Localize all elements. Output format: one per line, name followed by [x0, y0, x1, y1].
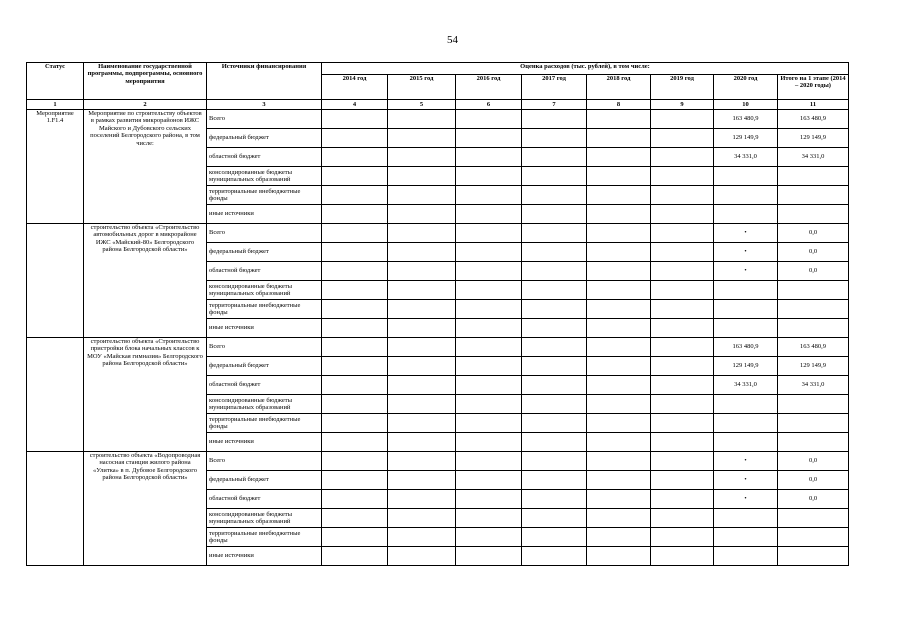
value-total: 129 149,9 — [778, 129, 849, 148]
year-cell — [587, 262, 651, 281]
year-cell — [651, 452, 714, 471]
year-cell — [322, 300, 388, 319]
row-source: Всего — [207, 110, 322, 129]
value-total — [778, 414, 849, 433]
value-total: 0,0 — [778, 224, 849, 243]
year-cell — [388, 319, 456, 338]
value-total — [778, 281, 849, 300]
year-cell — [456, 452, 522, 471]
year-cell — [388, 300, 456, 319]
year-cell — [587, 509, 651, 528]
year-cell — [651, 243, 714, 262]
year-cell — [388, 433, 456, 452]
year-cell — [522, 452, 587, 471]
year-cell — [388, 528, 456, 547]
year-cell — [456, 186, 522, 205]
year-cell — [388, 395, 456, 414]
year-cell — [388, 281, 456, 300]
year-cell — [322, 376, 388, 395]
header-status: Статус — [27, 63, 84, 100]
year-cell — [651, 547, 714, 566]
year-cell — [388, 224, 456, 243]
row-source: территориальные внебюджетные фонды — [207, 528, 322, 547]
value-total: 0,0 — [778, 490, 849, 509]
header-name: Наименование государственной программы, подпрограммы, основного мероприятия — [84, 63, 207, 100]
page-number: 54 — [447, 34, 458, 46]
value-2020: 34 331,0 — [714, 148, 778, 167]
year-cell — [651, 490, 714, 509]
budget-table — [26, 62, 849, 566]
row-status — [27, 224, 84, 338]
year-cell — [456, 148, 522, 167]
year-cell — [651, 338, 714, 357]
year-cell — [456, 376, 522, 395]
year-cell — [522, 376, 587, 395]
year-cell — [587, 452, 651, 471]
year-cell — [651, 110, 714, 129]
header-estimate: Оценка расходов (тыс. рублей), в том числе: — [322, 63, 849, 75]
year-cell — [587, 471, 651, 490]
year-cell — [587, 414, 651, 433]
value-2020 — [714, 395, 778, 414]
year-cell — [587, 357, 651, 376]
year-cell — [587, 110, 651, 129]
year-cell — [522, 205, 587, 224]
row-source: Всего — [207, 224, 322, 243]
row-source: консолидированные бюджеты муниципальных образований — [207, 281, 322, 300]
year-cell — [587, 376, 651, 395]
value-2020 — [714, 281, 778, 300]
year-cell — [522, 490, 587, 509]
year-cell — [456, 414, 522, 433]
table-row — [27, 224, 849, 243]
year-cell — [322, 167, 388, 186]
year-cell — [322, 129, 388, 148]
year-cell — [651, 148, 714, 167]
header-total: Итого на 1 этапе (2014 – 2020 годы) — [778, 75, 849, 100]
table-row — [27, 110, 849, 129]
year-cell — [322, 205, 388, 224]
year-cell — [522, 433, 587, 452]
row-source: федеральный бюджет — [207, 129, 322, 148]
year-cell — [456, 528, 522, 547]
year-cell — [651, 224, 714, 243]
year-cell — [456, 490, 522, 509]
year-cell — [322, 148, 388, 167]
row-status: Мероприятие 1.F1.4 — [27, 110, 84, 224]
header-year: 2019 год — [651, 75, 714, 100]
year-cell — [456, 129, 522, 148]
column-number: 10 — [714, 100, 778, 110]
value-2020: • — [714, 490, 778, 509]
year-cell — [587, 148, 651, 167]
row-status — [27, 452, 84, 566]
value-2020: 163 480,9 — [714, 338, 778, 357]
column-number: 6 — [456, 100, 522, 110]
value-total: 34 331,0 — [778, 148, 849, 167]
row-name: строительство объекта «Строительство автомобильных дорог в микрорайоне ИЖС «Майский-80» Белгородского района Белгородской области» — [84, 224, 207, 338]
year-cell — [456, 338, 522, 357]
row-source: консолидированные бюджеты муниципальных образований — [207, 509, 322, 528]
year-cell — [522, 395, 587, 414]
year-cell — [587, 205, 651, 224]
year-cell — [456, 281, 522, 300]
year-cell — [322, 357, 388, 376]
value-total — [778, 528, 849, 547]
column-number: 2 — [84, 100, 207, 110]
year-cell — [651, 262, 714, 281]
value-total: 129 149,9 — [778, 357, 849, 376]
year-cell — [522, 357, 587, 376]
year-cell — [388, 186, 456, 205]
year-cell — [388, 547, 456, 566]
column-numbers-row — [27, 100, 849, 110]
year-cell — [456, 110, 522, 129]
value-2020 — [714, 319, 778, 338]
value-total: 163 480,9 — [778, 110, 849, 129]
year-cell — [651, 319, 714, 338]
value-2020: • — [714, 224, 778, 243]
year-cell — [651, 376, 714, 395]
value-2020 — [714, 414, 778, 433]
value-2020 — [714, 433, 778, 452]
value-2020 — [714, 300, 778, 319]
header-year: 2017 год — [522, 75, 587, 100]
value-2020 — [714, 205, 778, 224]
year-cell — [322, 110, 388, 129]
column-number: 8 — [587, 100, 651, 110]
table-row — [27, 338, 849, 357]
value-total — [778, 547, 849, 566]
row-name: Мероприятие по строительству объектов в рамках развития микрорайонов ИЖС Майского и Дубовского сельских поселений Белгородского района, в том числе: — [84, 110, 207, 224]
row-source: территориальные внебюджетные фонды — [207, 300, 322, 319]
year-cell — [587, 224, 651, 243]
year-cell — [388, 490, 456, 509]
column-number: 9 — [651, 100, 714, 110]
year-cell — [322, 471, 388, 490]
year-cell — [456, 167, 522, 186]
year-cell — [322, 224, 388, 243]
year-cell — [587, 490, 651, 509]
header-year: 2018 год — [587, 75, 651, 100]
value-total — [778, 186, 849, 205]
year-cell — [522, 110, 587, 129]
value-total: 0,0 — [778, 452, 849, 471]
row-source: областной бюджет — [207, 148, 322, 167]
table-body — [27, 110, 849, 566]
row-source: федеральный бюджет — [207, 357, 322, 376]
year-cell — [522, 148, 587, 167]
year-cell — [322, 414, 388, 433]
year-cell — [522, 528, 587, 547]
row-source: иные источники — [207, 319, 322, 338]
year-cell — [651, 414, 714, 433]
row-source: областной бюджет — [207, 490, 322, 509]
year-cell — [388, 205, 456, 224]
column-number: 5 — [388, 100, 456, 110]
row-source: территориальные внебюджетные фонды — [207, 186, 322, 205]
row-source: консолидированные бюджеты муниципальных образований — [207, 167, 322, 186]
year-cell — [322, 338, 388, 357]
year-cell — [587, 338, 651, 357]
column-number: 11 — [778, 100, 849, 110]
year-cell — [522, 300, 587, 319]
year-cell — [522, 129, 587, 148]
year-cell — [322, 319, 388, 338]
year-cell — [456, 300, 522, 319]
year-cell — [388, 357, 456, 376]
year-cell — [388, 243, 456, 262]
year-cell — [456, 319, 522, 338]
year-cell — [322, 243, 388, 262]
year-cell — [651, 509, 714, 528]
value-total — [778, 433, 849, 452]
column-number: 3 — [207, 100, 322, 110]
year-cell — [388, 452, 456, 471]
year-cell — [651, 357, 714, 376]
header-year: 2016 год — [456, 75, 522, 100]
table-row — [27, 452, 849, 471]
value-2020: • — [714, 243, 778, 262]
value-total: 0,0 — [778, 243, 849, 262]
year-cell — [322, 433, 388, 452]
row-source: Всего — [207, 452, 322, 471]
year-cell — [522, 186, 587, 205]
column-number: 1 — [27, 100, 84, 110]
value-2020 — [714, 547, 778, 566]
year-cell — [322, 395, 388, 414]
year-cell — [522, 471, 587, 490]
value-2020: 34 331,0 — [714, 376, 778, 395]
value-2020: • — [714, 262, 778, 281]
year-cell — [651, 129, 714, 148]
header-source: Источники финансирования — [207, 63, 322, 100]
row-name: строительство объекта «Водопроводная насосная станция жилого района «Улитка» в п. Дубовое Белгородского района Белгородской области» — [84, 452, 207, 566]
year-cell — [322, 262, 388, 281]
year-cell — [456, 224, 522, 243]
row-source: консолидированные бюджеты муниципальных образований — [207, 395, 322, 414]
year-cell — [456, 262, 522, 281]
year-cell — [587, 547, 651, 566]
year-cell — [456, 243, 522, 262]
value-2020: • — [714, 452, 778, 471]
year-cell — [651, 433, 714, 452]
year-cell — [587, 433, 651, 452]
value-total — [778, 205, 849, 224]
value-total: 163 480,9 — [778, 338, 849, 357]
value-total: 34 331,0 — [778, 376, 849, 395]
year-cell — [388, 110, 456, 129]
year-cell — [456, 395, 522, 414]
year-cell — [322, 452, 388, 471]
year-cell — [522, 262, 587, 281]
year-cell — [388, 376, 456, 395]
header-year: 2015 год — [388, 75, 456, 100]
column-number: 7 — [522, 100, 587, 110]
year-cell — [388, 167, 456, 186]
value-2020 — [714, 528, 778, 547]
value-2020 — [714, 167, 778, 186]
year-cell — [522, 224, 587, 243]
row-source: иные источники — [207, 433, 322, 452]
row-source: иные источники — [207, 547, 322, 566]
header-year: 2014 год — [322, 75, 388, 100]
year-cell — [651, 281, 714, 300]
year-cell — [388, 129, 456, 148]
year-cell — [522, 243, 587, 262]
value-total — [778, 300, 849, 319]
year-cell — [322, 509, 388, 528]
row-source: федеральный бюджет — [207, 471, 322, 490]
year-cell — [388, 148, 456, 167]
year-cell — [651, 300, 714, 319]
row-source: областной бюджет — [207, 376, 322, 395]
row-source: областной бюджет — [207, 262, 322, 281]
year-cell — [322, 528, 388, 547]
year-cell — [388, 414, 456, 433]
year-cell — [587, 395, 651, 414]
value-total — [778, 395, 849, 414]
year-cell — [456, 205, 522, 224]
row-status — [27, 338, 84, 452]
year-cell — [456, 357, 522, 376]
value-total — [778, 167, 849, 186]
row-source: иные источники — [207, 205, 322, 224]
year-cell — [587, 319, 651, 338]
year-cell — [587, 300, 651, 319]
year-cell — [587, 129, 651, 148]
row-name: строительство объекта «Строительство пристройки блока начальных классов к МОУ «Майская гимназия» Белгородского района Белгородской области» — [84, 338, 207, 452]
value-total: 0,0 — [778, 262, 849, 281]
year-cell — [322, 490, 388, 509]
year-cell — [522, 167, 587, 186]
value-2020: • — [714, 471, 778, 490]
year-cell — [456, 547, 522, 566]
year-cell — [522, 319, 587, 338]
value-2020 — [714, 186, 778, 205]
year-cell — [587, 243, 651, 262]
year-cell — [587, 281, 651, 300]
year-cell — [456, 433, 522, 452]
value-total — [778, 319, 849, 338]
year-cell — [651, 395, 714, 414]
year-cell — [587, 167, 651, 186]
value-2020: 163 480,9 — [714, 110, 778, 129]
row-source: Всего — [207, 338, 322, 357]
year-cell — [522, 338, 587, 357]
value-total: 0,0 — [778, 471, 849, 490]
year-cell — [322, 281, 388, 300]
year-cell — [322, 186, 388, 205]
year-cell — [388, 471, 456, 490]
year-cell — [651, 471, 714, 490]
row-source: территориальные внебюджетные фонды — [207, 414, 322, 433]
year-cell — [651, 186, 714, 205]
value-2020: 129 149,9 — [714, 129, 778, 148]
year-cell — [322, 547, 388, 566]
header-year: 2020 год — [714, 75, 778, 100]
value-2020 — [714, 509, 778, 528]
year-cell — [651, 167, 714, 186]
year-cell — [651, 528, 714, 547]
year-cell — [522, 547, 587, 566]
year-cell — [388, 338, 456, 357]
row-source: федеральный бюджет — [207, 243, 322, 262]
year-cell — [587, 528, 651, 547]
year-cell — [522, 281, 587, 300]
value-total — [778, 509, 849, 528]
year-cell — [522, 414, 587, 433]
year-cell — [651, 205, 714, 224]
year-cell — [587, 186, 651, 205]
year-cell — [522, 509, 587, 528]
year-cell — [456, 509, 522, 528]
year-cell — [388, 262, 456, 281]
year-cell — [456, 471, 522, 490]
year-cell — [388, 509, 456, 528]
value-2020: 129 149,9 — [714, 357, 778, 376]
column-number: 4 — [322, 100, 388, 110]
